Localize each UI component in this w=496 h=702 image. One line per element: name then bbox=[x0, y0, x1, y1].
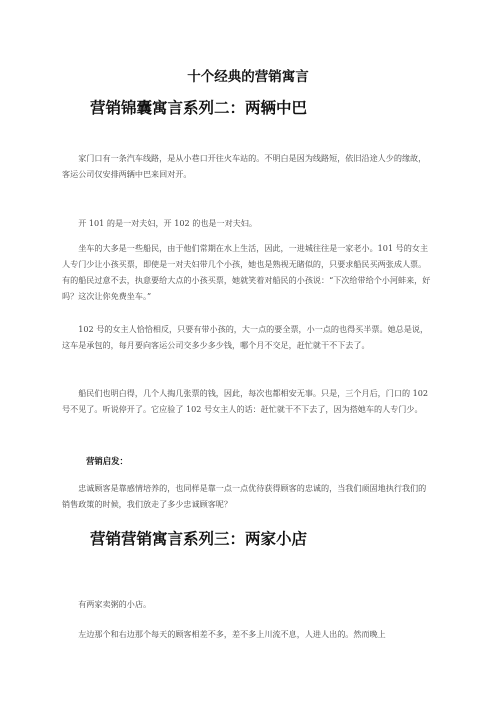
insight-paragraph: 忠诚顾客是靠感情培养的，也同样是靠一点一点优待获得顾客的忠诚的，当我们顽固地执行我们的销售政策的时候，我们放走了多少忠诚顾客呢？ bbox=[62, 483, 427, 509]
paragraph: 102 号的女主人恰恰相反，只要有带小孩的，大一点的要全票，小一点的也得买半票。她总是说，这车是承包的，每月要向客运公司交多少多少钱，哪个月不交足，赶忙就干不下去了。 bbox=[62, 324, 429, 350]
paragraph: 船民们也明白得，几个人掏几张票的钱，因此，每次也都相安无事。只是，三个月后，门口的 102 号不见了。听说停开了。它应验了 102 号女主人的话：赶忙就干不下去了，因为搭她车的人专门少。 bbox=[62, 388, 429, 414]
insight-label: 营销启发： bbox=[86, 456, 128, 466]
section-heading-two-buses: 营销锦囊寓言系列二：两辆中巴 bbox=[90, 99, 308, 117]
paragraph: 开 101 的是一对夫妇，开 102 的也是一对夫妇。 bbox=[78, 218, 257, 228]
paragraph: 家门口有一条汽车线路，是从小巷口开往火车站的。不明白是因为线路短，依旧沿途人少的缘故，客运公司仅安排两辆中巴来回对开。 bbox=[62, 153, 427, 179]
document-title: 十个经典的营销寓言 bbox=[187, 69, 309, 85]
section-heading-two-shops: 营销营销寓言系列三：两家小店 bbox=[90, 530, 308, 548]
paragraph: 有两家卖粥的小店。 bbox=[78, 599, 152, 609]
paragraph: 左边那个和右边那个每天的顾客相差不多，差不多上川流不息，人进人出的。然而晚上 bbox=[78, 629, 386, 639]
paragraph: 坐车的大多是一些船民，由于他们常期在水上生活，因此，一进城往往是一家老小。101 号的女主人专门少让小孩买票，即使是一对夫妇带几个小孩，她也是熟视无睹似的，只要求船民买两张成人票。有的船民过意不去，执意要给大点的小孩买票，她就笑着对船民的小孩说：“下次给带给个小河蚌来，好吗？这次让你免费坐车。” bbox=[62, 243, 431, 301]
